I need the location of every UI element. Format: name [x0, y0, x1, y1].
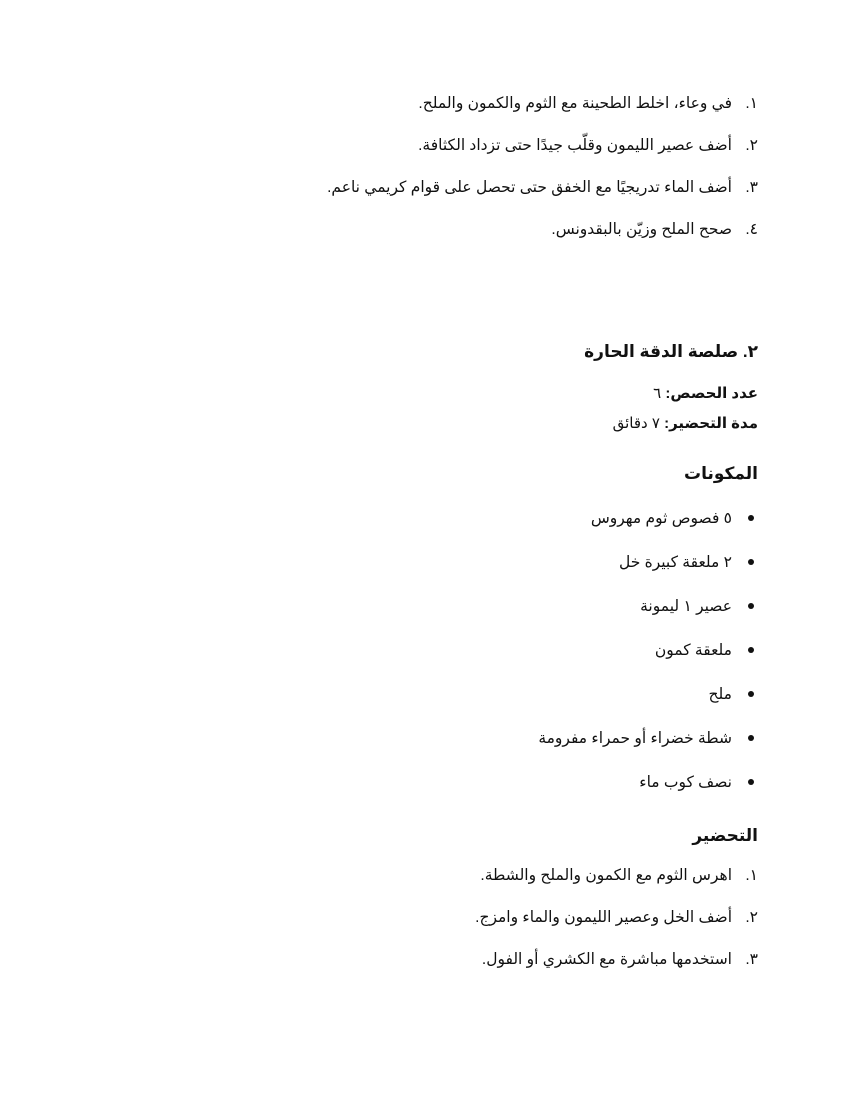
list-item: [218, 584, 758, 628]
preparation-heading: التحضير: [692, 826, 758, 845]
ingredients-heading: المكونات: [683, 464, 758, 483]
prep-time-label: مدة التحضير:: [664, 415, 758, 432]
step-text: أضف الماء تدريجيًا مع الخفق حتى تحصل على قوام كريمي ناعم.: [327, 179, 732, 196]
list-item: [218, 866, 758, 908]
list-item: [218, 94, 758, 136]
recipe-title: ٢. صلصة الدقة الحارة: [584, 342, 758, 361]
list-item: [218, 628, 758, 672]
step-number: ٤.: [745, 221, 758, 238]
step-text: استخدمها مباشرة مع الكشري أو الفول.: [481, 951, 732, 968]
step-text: أضف عصير الليمون وقلّب جيدًا حتى تزداد الكثافة.: [418, 137, 732, 154]
bullet-icon: [748, 779, 754, 785]
ingredient-text: نصف كوب ماء: [639, 773, 732, 791]
step-number: ١.: [745, 867, 758, 884]
ingredient-text: ٢ ملعقة كبيرة خل: [618, 553, 732, 571]
bullet-icon: [748, 515, 754, 521]
ingredients-list: [218, 496, 758, 804]
ingredient-text: ملعقة كمون: [654, 641, 732, 659]
step-number: ٣.: [745, 951, 758, 968]
ingredient-text: شطة خضراء أو حمراء مفرومة: [538, 729, 732, 747]
list-item: [218, 178, 758, 220]
bullet-icon: [748, 559, 754, 565]
step-text: اهرس الثوم مع الكمون والملح والشطة.: [480, 867, 732, 884]
bullet-icon: [748, 647, 754, 653]
list-item: [218, 672, 758, 716]
step-number: ٢.: [745, 909, 758, 926]
list-item: [218, 950, 758, 992]
prep-time-line: [218, 414, 758, 432]
step-text: صحح الملح وزيّن بالبقدونس.: [551, 221, 732, 238]
servings-value: ٦: [653, 385, 662, 402]
step-number: ٣.: [745, 179, 758, 196]
step-text: في وعاء، اخلط الطحينة مع الثوم والكمون والملح.: [418, 95, 732, 112]
step-text: أضف الخل وعصير الليمون والماء وامزج.: [475, 909, 732, 926]
step-number: ١.: [745, 95, 758, 112]
preparation-steps: [218, 866, 758, 992]
previous-recipe-steps: [218, 94, 758, 262]
list-item: [218, 716, 758, 760]
step-number: ٢.: [745, 137, 758, 154]
ingredient-text: عصير ١ ليمونة: [640, 597, 732, 615]
document-body: [218, 0, 758, 992]
ingredient-text: ملح: [708, 685, 732, 703]
list-item: [218, 908, 758, 950]
list-item: [218, 540, 758, 584]
list-item: [218, 220, 758, 262]
ingredient-text: ٥ فصوص ثوم مهروس: [590, 509, 732, 527]
bullet-icon: [748, 691, 754, 697]
list-item: [218, 496, 758, 540]
bullet-icon: [748, 603, 754, 609]
prep-time-value: ٧ دقائق: [612, 415, 660, 432]
list-item: [218, 136, 758, 178]
servings-label: عدد الحصص:: [665, 385, 758, 402]
bullet-icon: [748, 735, 754, 741]
list-item: [218, 760, 758, 804]
servings-line: [218, 384, 758, 402]
